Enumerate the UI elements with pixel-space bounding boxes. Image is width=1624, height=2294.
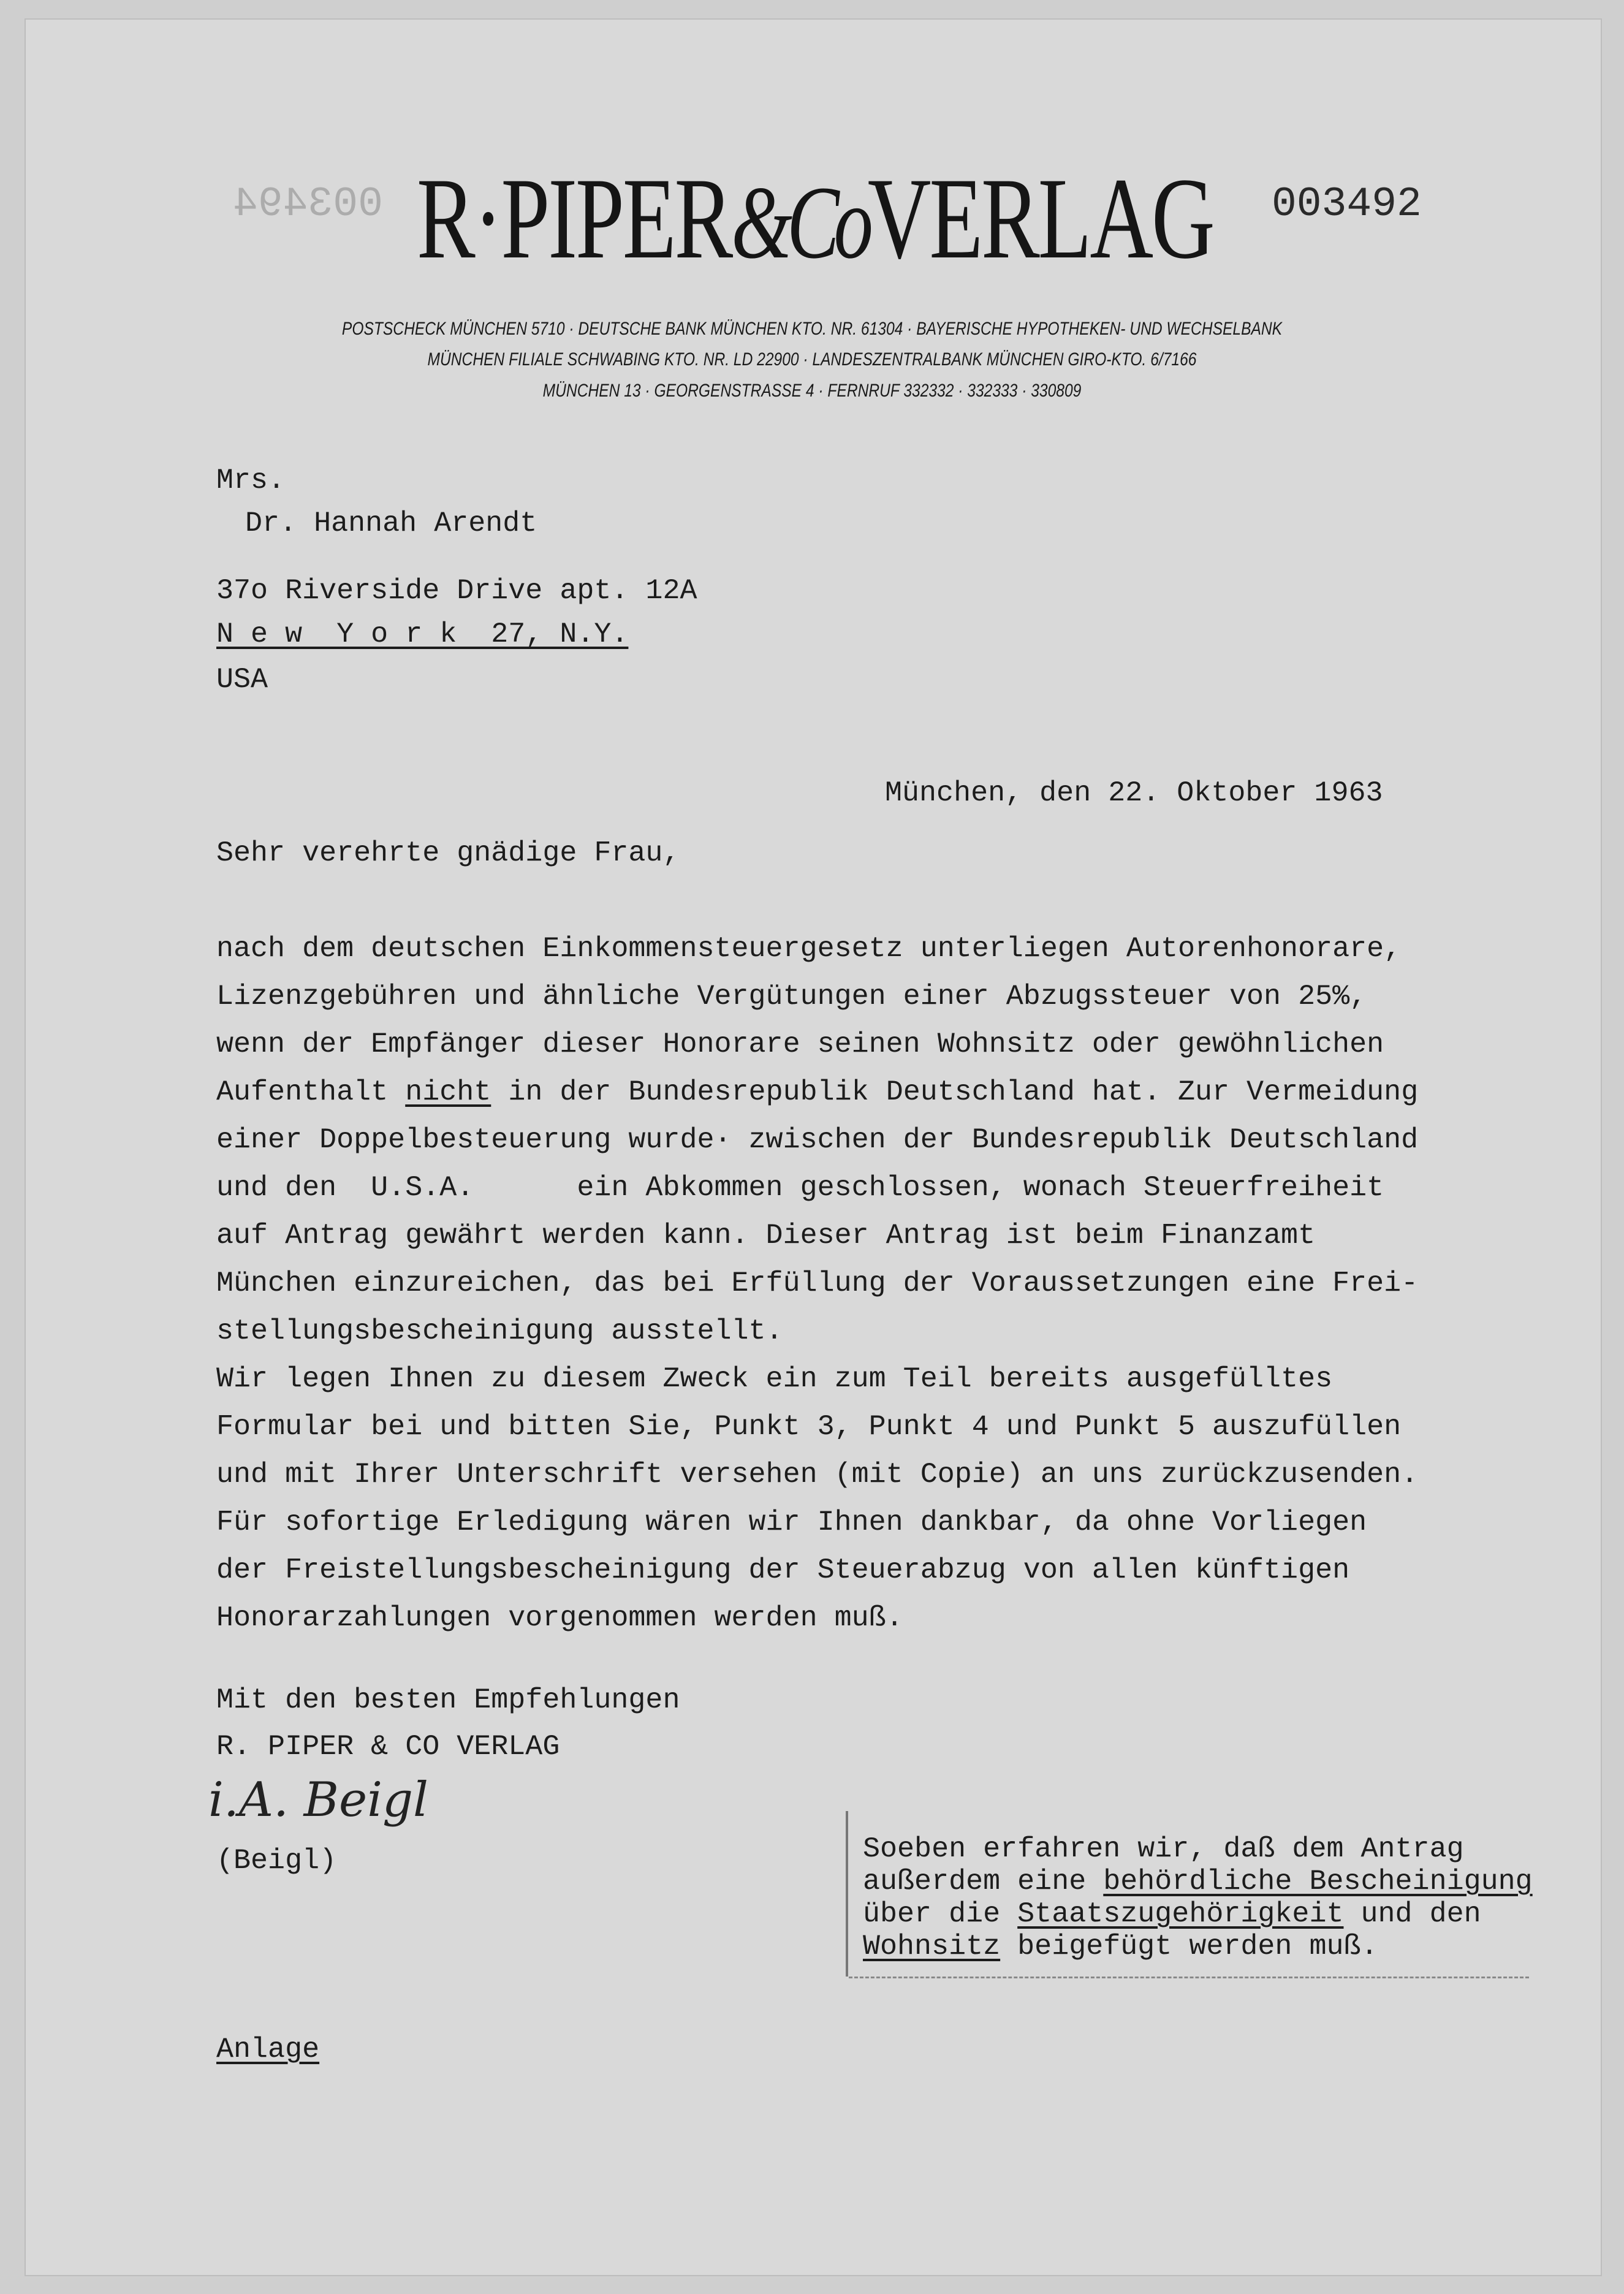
bleed-through-number: 003494 [233,181,383,228]
body-line: München einzureichen, das bei Erfüllung der Voraussetzungen eine Frei- [216,1267,1419,1300]
address-city: N e w Y o r k 27, N.Y. [216,618,629,651]
body-line: Wir legen Ihnen zu diesem Zweck ein zum Teil bereits ausgefülltes [216,1363,1333,1396]
document-number: 003492 [1272,181,1422,228]
body-line: wenn der Empfänger dieser Honorare seinen Wohnsitz oder gewöhnlichen [216,1028,1384,1061]
publisher-logo [417,154,1213,283]
body-line: Lizenzgebühren und ähnliche Vergütungen einer Abzugssteuer von 25%, [216,981,1367,1013]
enclosure-label: Anlage [216,2034,320,2066]
bank-line-1: POSTSCHECK MÜNCHEN 5710 · DEUTSCHE BANK MÜNCHEN KTO. NR. 61304 · BAYERISCHE HYPOTHEKEN- UND WECHSELBANK [341,319,1283,339]
address-salutation: Mrs. [216,465,286,497]
body-line: nach dem deutschen Einkommensteuergesetz unterliegen Autorenhonorare, [216,933,1402,965]
note-line [863,1933,1378,1962]
underlined-phrase: Wohnsitz [863,1931,1001,1963]
body-line [216,1076,1419,1109]
letter-date: München, den 22. Oktober 1963 [885,777,1383,810]
note-margin-line [846,1811,848,1977]
bank-line-2: MÜNCHEN FILIALE SCHWABING KTO. NR. LD 22900 · LANDESZENTRALBANK MÜNCHEN GIRO-KTO. 6/7166 [427,349,1197,370]
note-text: außerdem eine [863,1866,1104,1898]
logo-text-verlag: VERLAG [867,154,1213,283]
body-line: einer Doppelbesteuerung wurde· zwischen der Bundesrepublik Deutschland [216,1124,1419,1156]
bank-line-3: MÜNCHEN 13 · GEORGENSTRASSE 4 · FERNRUF 332332 · 332333 · 330809 [542,381,1082,401]
body-text: Aufenthalt [216,1076,406,1109]
body-line: und den U.S.A. ein Abkommen geschlossen, wonach Steuerfreiheit [216,1172,1384,1204]
signer-name: (Beigl) [216,1845,337,1877]
note-text: beigefügt werden muß. [1000,1931,1378,1963]
body-line: Honorarzahlungen vorgenommen werden muß. [216,1602,903,1635]
body-line: der Freistellungsbescheinigung der Steuerabzug von allen künftigen [216,1554,1350,1587]
note-line [863,1898,1481,1931]
body-line: Formular bei und bitten Sie, Punkt 3, Punkt 4 und Punkt 5 auszufüllen [216,1411,1402,1443]
closing-phrase: Mit den besten Empfehlungen [216,1684,680,1717]
body-line: stellungsbescheinigung ausstellt. [216,1315,783,1348]
body-line: Für sofortige Erledigung wären wir Ihnen dankbar, da ohne Vorliegen [216,1506,1367,1539]
underlined-phrase: behördliche Bescheinigung [1103,1866,1533,1898]
closing-company: R. PIPER & CO VERLAG [216,1731,560,1763]
greeting: Sehr verehrte gnädige Frau, [216,837,680,870]
handwritten-signature: i.A. Beigl [208,1772,428,1828]
note-text: über die [863,1898,1018,1931]
address-street: 37o Riverside Drive apt. 12A [216,575,697,607]
note-text: und den [1343,1898,1481,1931]
note-line: Soeben erfahren wir, daß dem Antrag [863,1833,1464,1866]
body-line: auf Antrag gewährt werden kann. Dieser Antrag ist beim Finanzamt [216,1220,1316,1252]
underlined-word: nicht [405,1076,491,1109]
underlined-phrase: Staatszugehörigkeit [1017,1898,1344,1931]
note-divider [849,1977,1529,1978]
note-line [863,1868,1533,1897]
logo-text: R·PIPER [417,154,732,283]
logo-ampersand: &Co [731,165,868,280]
address-country: USA [216,664,268,696]
body-text: in der Bundesrepublik Deutschland hat. Zur Vermeidung [491,1076,1419,1109]
address-name: Dr. Hannah Arendt [245,507,537,540]
body-line: und mit Ihrer Unterschrift versehen (mit Copie) an uns zurückzusenden. [216,1459,1419,1491]
